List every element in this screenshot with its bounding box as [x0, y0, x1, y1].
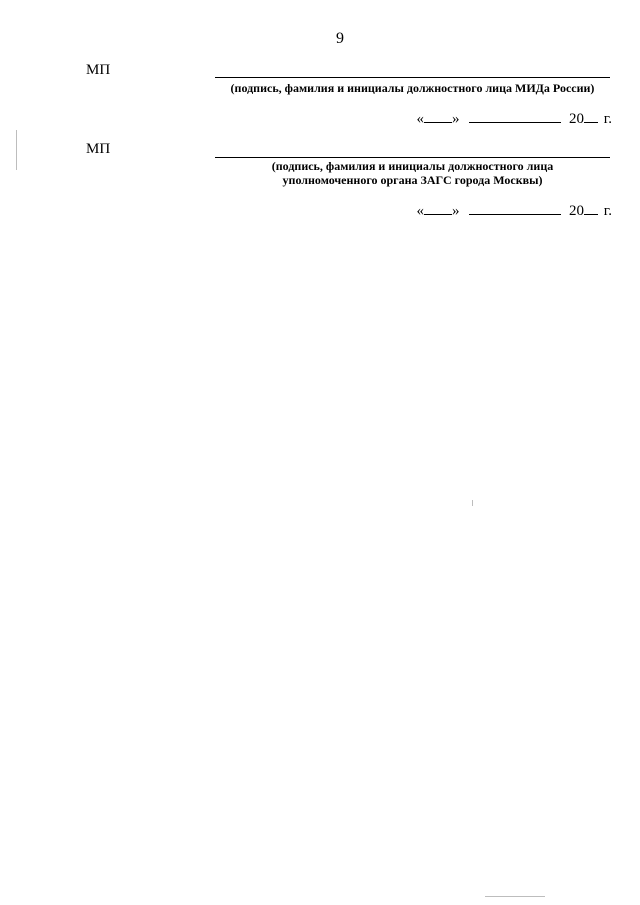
- year-prefix-2: 20: [569, 203, 585, 219]
- page-number: 9: [336, 30, 344, 47]
- date-field-2: [417, 202, 612, 220]
- date-close-quote-1: »: [452, 111, 460, 127]
- day-blank-2[interactable]: [424, 202, 452, 215]
- signature-caption-2-line-1: (подпись, фамилия и инициалы должностного лица: [271, 159, 554, 173]
- scan-artifact-dot: [472, 500, 473, 506]
- signature-line-1: [215, 77, 610, 78]
- month-blank-1[interactable]: [469, 110, 561, 123]
- stamp-label-1: МП: [86, 62, 111, 78]
- signature-caption-2-line-2: уполномоченного органа ЗАГС города Москвы): [282, 173, 543, 187]
- year-suffix-1: г.: [603, 111, 612, 127]
- month-blank-2[interactable]: [469, 202, 561, 215]
- year-prefix-1: 20: [569, 111, 585, 127]
- scan-artifact-bottom: [485, 896, 545, 897]
- signature-caption-1-line-1: (подпись, фамилия и инициалы должностного лица МИДа России): [230, 81, 595, 95]
- stamp-label-2: МП: [86, 141, 111, 157]
- date-open-quote-1: «: [416, 111, 425, 127]
- signature-caption-2: [215, 159, 610, 187]
- date-open-quote-2: «: [416, 203, 425, 219]
- date-field-1: [417, 110, 612, 128]
- signature-line-2: [215, 157, 610, 158]
- year-blank-1[interactable]: [584, 110, 598, 123]
- year-blank-2[interactable]: [584, 202, 598, 215]
- day-blank-1[interactable]: [424, 110, 452, 123]
- date-close-quote-2: »: [452, 203, 460, 219]
- year-suffix-2: г.: [603, 203, 612, 219]
- scan-artifact-left: [16, 130, 17, 170]
- signature-caption-1: [215, 81, 610, 95]
